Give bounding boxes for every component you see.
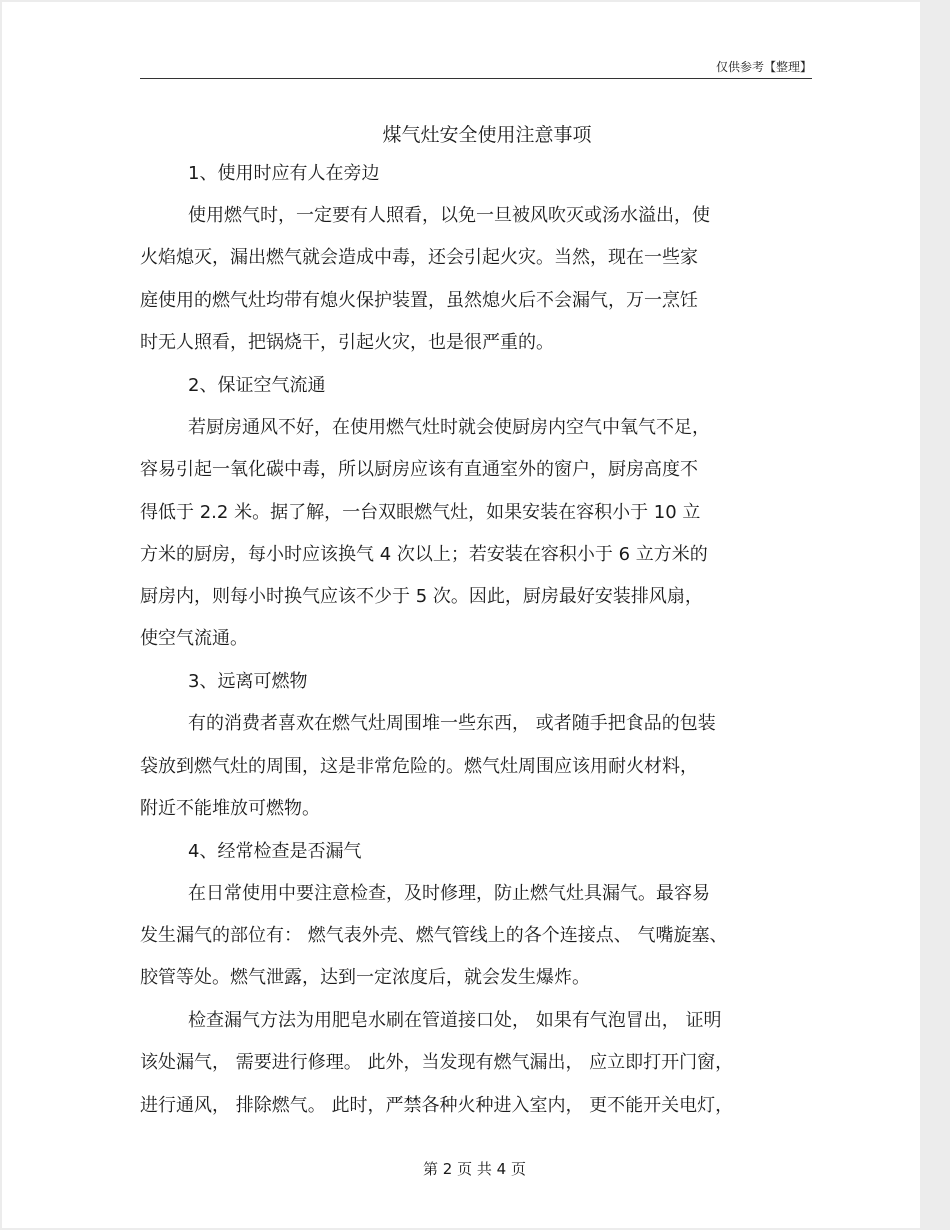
paragraph-line: 胶管等处。燃气泄露，达到一定浓度后，就会发生爆炸。 xyxy=(140,967,590,988)
header-divider xyxy=(140,78,812,79)
paragraph-line: 在日常使用中要注意检查，及时修理，防止燃气灶具漏气。最容易 xyxy=(188,883,710,904)
paragraph-line: 使空气流通。 xyxy=(140,628,248,649)
paragraph-line: 该处漏气， 需要进行修理。 此外，当发现有燃气漏出， 应立即打开门窗， xyxy=(140,1052,734,1073)
paragraph-line: 方米的厨房，每小时应该换气 4 次以上；若安装在容积小于 6 立方米的 xyxy=(140,544,708,565)
section-heading-4: 4、经常检查是否漏气 xyxy=(188,841,362,862)
document-title: 煤气灶安全使用注意事项 xyxy=(382,124,592,146)
page-header: 仅供参考【整理】 xyxy=(715,60,812,74)
paragraph-line: 若厨房通风不好，在使用燃气灶时就会使厨房内空气中氧气不足， xyxy=(188,417,710,438)
paragraph-line: 检查漏气方法为用肥皂水刷在管道接口处， 如果有气泡冒出， 证明 xyxy=(188,1010,722,1031)
paragraph-line: 厨房内，则每小时换气应该不少于 5 次。因此，厨房最好安装排风扇， xyxy=(140,586,703,607)
paragraph-line: 进行通风， 排除燃气。 此时，严禁各种火种进入室内， 更不能开关电灯， xyxy=(140,1095,734,1116)
paragraph-line: 容易引起一氧化碳中毒，所以厨房应该有直通室外的窗户，厨房高度不 xyxy=(140,459,698,480)
paragraph-line: 使用燃气时，一定要有人照看，以免一旦被风吹灭或汤水溢出，使 xyxy=(188,205,710,226)
paragraph-line: 庭使用的燃气灶均带有熄火保护装置，虽然熄火后不会漏气，万一烹饪 xyxy=(140,290,698,311)
paragraph-line: 发生漏气的部位有： 燃气表外壳、燃气管线上的各个连接点、 气嘴旋塞、 xyxy=(140,925,728,946)
paragraph-line: 时无人照看，把锅烧干，引起火灾，也是很严重的。 xyxy=(140,332,554,353)
section-heading-2: 2、保证空气流通 xyxy=(188,375,326,396)
document-page xyxy=(2,2,920,1228)
paragraph-line: 得低于 2.2 米。据了解，一台双眼燃气灶，如果安装在容积小于 10 立 xyxy=(140,502,701,523)
section-heading-3: 3、远离可燃物 xyxy=(188,671,308,692)
paragraph-line: 袋放到燃气灶的周围，这是非常危险的。燃气灶周围应该用耐火材料， xyxy=(140,756,698,777)
page-number-footer: 第 2 页 共 4 页 xyxy=(423,1160,526,1178)
section-heading-1: 1、使用时应有人在旁边 xyxy=(188,163,380,184)
paragraph-line: 附近不能堆放可燃物。 xyxy=(140,798,320,819)
paragraph-line: 火焰熄灭，漏出燃气就会造成中毒，还会引起火灾。当然，现在一些家 xyxy=(140,247,698,268)
paragraph-line: 有的消费者喜欢在燃气灶周围堆一些东西， 或者随手把食品的包装 xyxy=(188,713,716,734)
